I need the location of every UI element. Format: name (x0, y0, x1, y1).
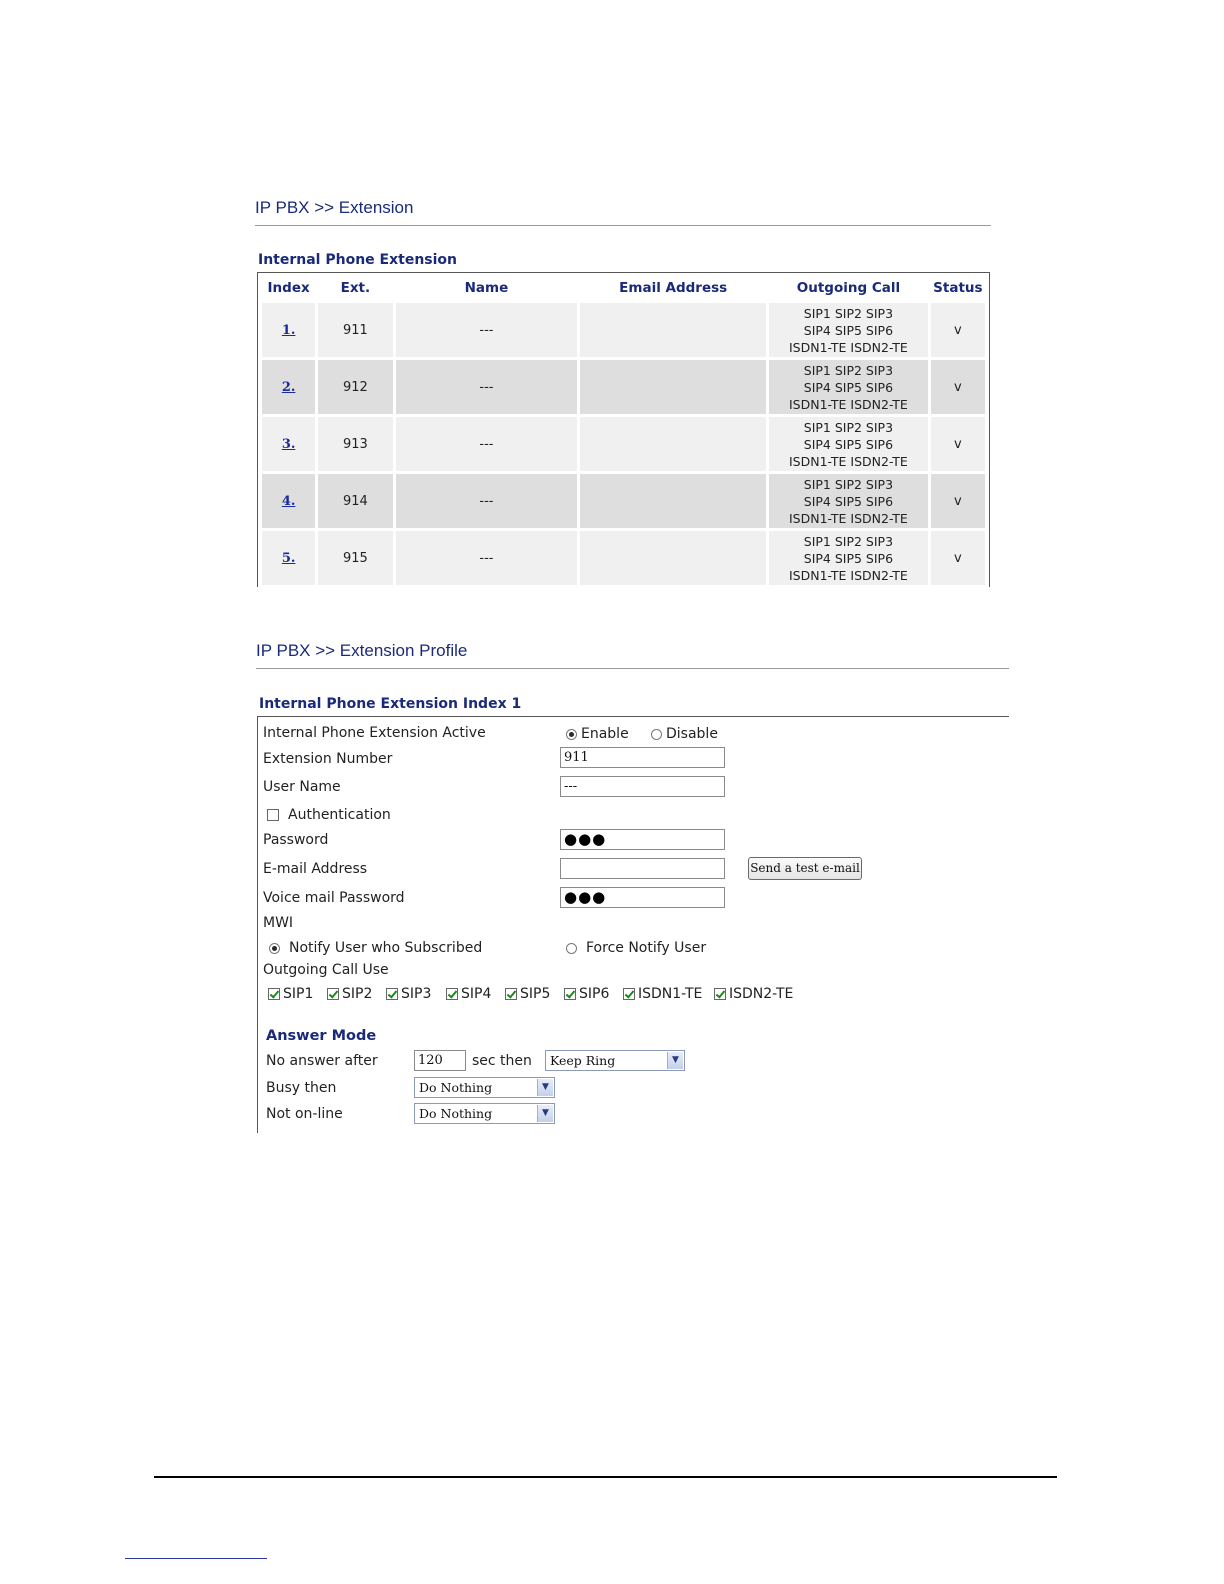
outgoing-item-label: SIP5 (520, 986, 551, 1002)
no-answer-action-value: Keep Ring (550, 1053, 616, 1068)
outgoing-line: SIP1 SIP2 SIP3 (803, 533, 894, 549)
outgoing-sip1-option[interactable] (268, 986, 313, 1002)
page-title-extension-profile: IP PBX >> Extension Profile (256, 641, 468, 660)
email-cell (580, 360, 766, 414)
table-row (262, 303, 985, 357)
busy-label: Busy then (266, 1080, 337, 1096)
email-label: E-mail Address (263, 861, 368, 877)
radio-icon[interactable] (651, 729, 662, 740)
page-title-extension: IP PBX >> Extension (255, 198, 414, 217)
name-cell: --- (396, 303, 578, 357)
name-cell: --- (396, 474, 578, 528)
email-cell (580, 531, 766, 585)
table-row (262, 417, 985, 471)
outgoing-cell (769, 417, 928, 471)
outgoing-line: ISDN1-TE ISDN2-TE (788, 567, 908, 583)
table-row (262, 474, 985, 528)
checkbox-icon[interactable] (446, 988, 458, 1000)
extension-table-frame (257, 272, 990, 587)
index-link[interactable]: 1. (281, 322, 296, 338)
column-header-ext: Ext. (340, 280, 371, 296)
extension-number-label: Extension Number (263, 751, 393, 767)
enable-option[interactable] (566, 726, 629, 742)
radio-icon[interactable] (269, 943, 280, 954)
outgoing-isdn2-option[interactable] (714, 986, 793, 1002)
name-cell: --- (396, 360, 578, 414)
outgoing-sip3-option[interactable] (386, 986, 431, 1002)
footer-link-underline (125, 1558, 267, 1559)
status-cell: v (931, 417, 985, 471)
outgoing-sip2-option[interactable] (327, 986, 372, 1002)
outgoing-item-label: SIP1 (283, 986, 314, 1002)
outgoing-item-label: ISDN1-TE (638, 986, 703, 1002)
password-field[interactable]: ●●● (560, 829, 725, 850)
outgoing-line: ISDN1-TE ISDN2-TE (788, 396, 908, 412)
active-label: Internal Phone Extension Active (263, 725, 486, 741)
enable-label: Enable (581, 726, 629, 742)
outgoing-line: SIP1 SIP2 SIP3 (803, 305, 894, 321)
status-cell: v (931, 531, 985, 585)
table-row (262, 360, 985, 414)
user-name-label: User Name (263, 779, 341, 795)
password-label: Password (263, 832, 329, 848)
page-footer-divider (154, 1476, 1057, 1478)
outgoing-call-use-label: Outgoing Call Use (263, 962, 389, 978)
ext-cell: 912 (318, 360, 392, 414)
checkbox-icon[interactable] (564, 988, 576, 1000)
email-cell (580, 417, 766, 471)
outgoing-line: SIP1 SIP2 SIP3 (803, 362, 894, 378)
chevron-down-icon[interactable]: ▼ (667, 1052, 683, 1069)
outgoing-line: SIP4 SIP5 SIP6 (803, 493, 894, 509)
extension-number-field[interactable]: 911 (560, 747, 725, 768)
sec-then-label: sec then (472, 1053, 532, 1069)
checkbox-icon[interactable] (623, 988, 635, 1000)
outgoing-isdn1-option[interactable] (623, 986, 702, 1002)
extension-table (259, 273, 988, 587)
email-field[interactable] (560, 858, 725, 879)
send-test-email-button[interactable]: Send a test e-mail (748, 857, 862, 880)
column-header-outgoing: Outgoing Call (796, 280, 901, 296)
email-cell (580, 474, 766, 528)
not-online-label: Not on-line (266, 1106, 343, 1122)
outgoing-line: SIP1 SIP2 SIP3 (803, 419, 894, 435)
outgoing-line: ISDN1-TE ISDN2-TE (788, 339, 908, 355)
voicemail-password-label: Voice mail Password (263, 890, 405, 906)
section-title-extension: Internal Phone Extension (258, 252, 458, 268)
name-cell: --- (396, 417, 578, 471)
no-answer-label: No answer after (266, 1053, 378, 1069)
outgoing-line: SIP4 SIP5 SIP6 (803, 436, 894, 452)
index-link[interactable]: 4. (281, 493, 296, 509)
index-cell (262, 531, 315, 585)
outgoing-cell (769, 474, 928, 528)
outgoing-item-label: SIP3 (401, 986, 432, 1002)
ext-cell: 913 (318, 417, 392, 471)
name-cell: --- (396, 531, 578, 585)
index-link[interactable]: 2. (281, 379, 296, 395)
authentication-option[interactable] (267, 807, 391, 823)
checkbox-icon[interactable] (714, 988, 726, 1000)
index-cell (262, 303, 315, 357)
checkbox-icon[interactable] (505, 988, 517, 1000)
section-title-profile: Internal Phone Extension Index 1 (259, 696, 522, 712)
index-link[interactable]: 5. (281, 550, 296, 566)
disable-label: Disable (666, 726, 718, 742)
checkbox-icon[interactable] (267, 809, 279, 821)
not-online-action-value: Do Nothing (419, 1106, 493, 1121)
outgoing-item-label: SIP6 (579, 986, 610, 1002)
mwi-notify-option[interactable] (269, 940, 482, 956)
busy-action-select[interactable] (414, 1077, 555, 1098)
no-answer-seconds-field[interactable]: 120 (414, 1050, 466, 1071)
authentication-label: Authentication (288, 807, 391, 823)
outgoing-line: SIP1 SIP2 SIP3 (803, 476, 894, 492)
status-cell: v (931, 474, 985, 528)
column-header-index: Index (267, 280, 310, 296)
mwi-force-option[interactable] (566, 940, 706, 956)
outgoing-line: SIP4 SIP5 SIP6 (803, 322, 894, 338)
table-header-row (262, 276, 985, 300)
answer-mode-title: Answer Mode (266, 1028, 377, 1044)
outgoing-item-label: SIP2 (342, 986, 373, 1002)
column-header-email: Email Address (619, 280, 728, 296)
outgoing-line: ISDN1-TE ISDN2-TE (788, 510, 908, 526)
disable-option[interactable] (651, 726, 718, 742)
outgoing-cell (769, 303, 928, 357)
outgoing-item-label: ISDN2-TE (729, 986, 794, 1002)
outgoing-sip5-option[interactable] (505, 986, 550, 1002)
outgoing-line: SIP4 SIP5 SIP6 (803, 379, 894, 395)
ext-cell: 911 (318, 303, 392, 357)
radio-icon[interactable] (566, 943, 577, 954)
user-name-field[interactable]: --- (560, 776, 725, 797)
title-divider (256, 668, 1009, 669)
voicemail-password-field[interactable]: ●●● (560, 887, 725, 908)
ext-cell: 914 (318, 474, 392, 528)
not-online-action-select[interactable] (414, 1103, 555, 1124)
email-cell (580, 303, 766, 357)
chevron-down-icon[interactable]: ▼ (537, 1079, 553, 1096)
outgoing-cell (769, 531, 928, 585)
index-link[interactable]: 3. (281, 436, 296, 452)
ext-cell: 915 (318, 531, 392, 585)
radio-icon[interactable] (566, 729, 577, 740)
chevron-down-icon[interactable]: ▼ (537, 1105, 553, 1122)
table-row (262, 531, 985, 585)
outgoing-line: SIP4 SIP5 SIP6 (803, 550, 894, 566)
index-cell (262, 474, 315, 528)
mwi-label: MWI (263, 915, 294, 931)
title-divider (255, 225, 991, 226)
checkbox-icon[interactable] (327, 988, 339, 1000)
mwi-notify-label: Notify User who Subscribed (289, 940, 483, 956)
outgoing-line: ISDN1-TE ISDN2-TE (788, 453, 908, 469)
index-cell (262, 360, 315, 414)
index-cell (262, 417, 315, 471)
outgoing-item-label: SIP4 (461, 986, 492, 1002)
mwi-force-label: Force Notify User (586, 940, 707, 956)
outgoing-sip6-option[interactable] (564, 986, 609, 1002)
status-cell: v (931, 360, 985, 414)
checkbox-icon[interactable] (268, 988, 280, 1000)
status-cell: v (931, 303, 985, 357)
column-header-status: Status (933, 280, 983, 296)
outgoing-sip4-option[interactable] (446, 986, 491, 1002)
busy-action-value: Do Nothing (419, 1080, 493, 1095)
column-header-name: Name (464, 280, 509, 296)
checkbox-icon[interactable] (386, 988, 398, 1000)
outgoing-cell (769, 360, 928, 414)
no-answer-action-select[interactable] (545, 1050, 685, 1071)
